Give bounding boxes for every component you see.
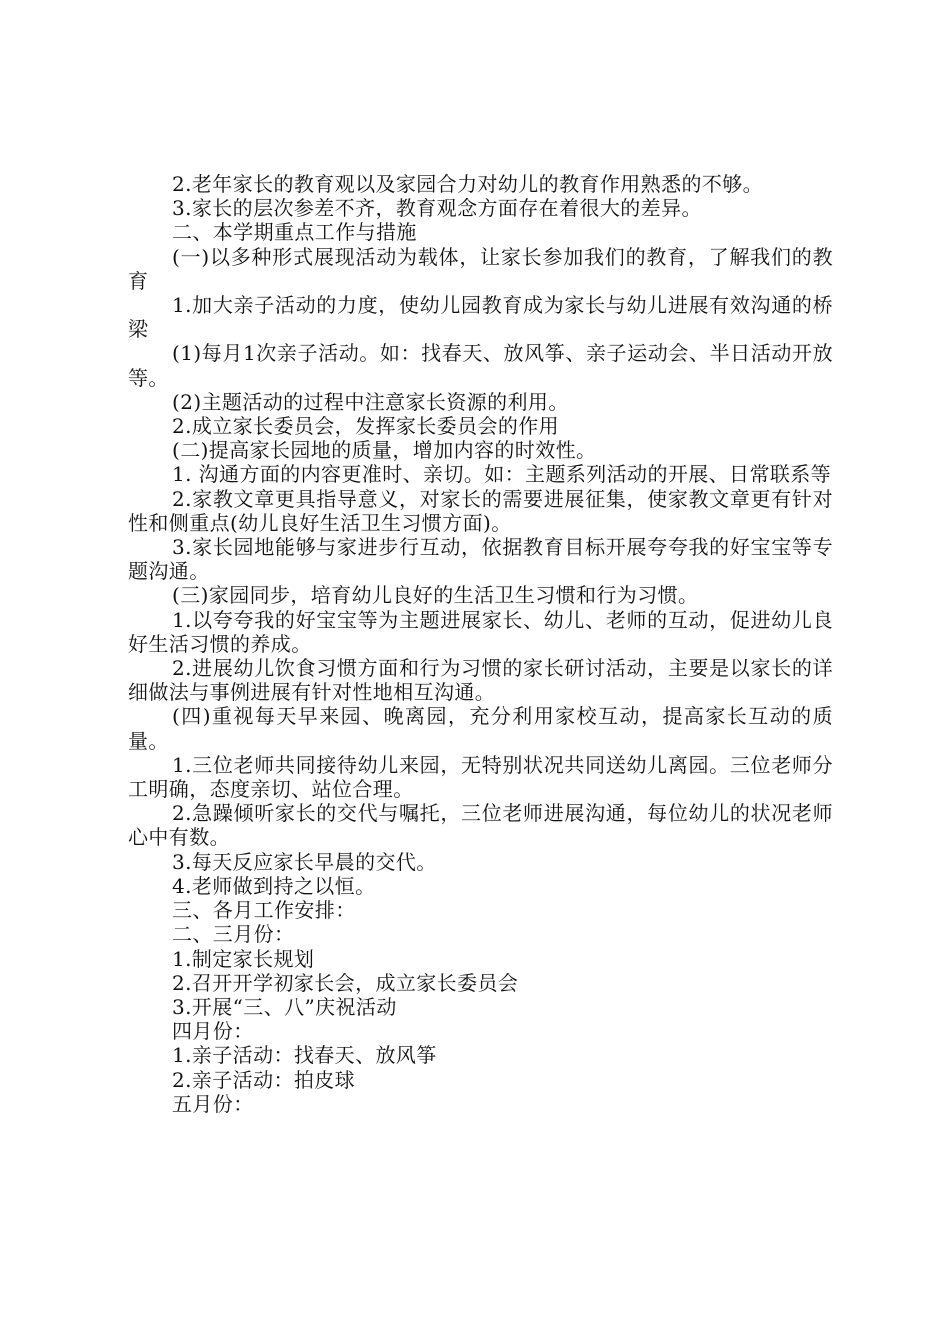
paragraph: 2.进展幼儿饮食习惯方面和行为习惯的家长研讨活动，主要是以家长的详细做法与事例进展有针对性地相互沟通。 bbox=[128, 656, 833, 705]
section-heading: 三、各月工作安排： bbox=[172, 898, 356, 923]
paragraph: 2.成立家长委员会，发挥家长委员会的作用 bbox=[172, 414, 560, 439]
paragraph: 1.以夸夸我的好宝宝等为主题进展家长、幼儿、老师的互动，促进幼儿良好生活习惯的养成。 bbox=[128, 607, 833, 656]
month-heading: 四月份： bbox=[172, 1019, 254, 1044]
paragraph: 2.老年家长的教育观以及家园合力对幼儿的教育作用熟悉的不够。 bbox=[172, 172, 764, 196]
paragraph: 3.每天反应家长早晨的交代。 bbox=[172, 849, 437, 874]
paragraph: 4.老师做到持之以恒。 bbox=[172, 873, 376, 898]
list-item: 2.召开开学初家长会，成立家长委员会 bbox=[172, 970, 519, 995]
list-item: 1.制定家长规划 bbox=[172, 946, 315, 971]
document-body bbox=[128, 172, 833, 1116]
list-item: 1.亲子活动：找春天、放风筝 bbox=[172, 1043, 437, 1068]
paragraph: 2.急躁倾听家长的交代与嘱托，三位老师进展沟通，每位幼儿的状况老师心中有数。 bbox=[128, 801, 833, 850]
month-heading: 五月份： bbox=[172, 1091, 254, 1116]
paragraph: 3.家长的层次参差不齐，教育观念方面存在着很大的差异。 bbox=[172, 196, 702, 221]
paragraph: 1. 沟通方面的内容更准时、亲切。如：主题系列活动的开展、日常联系等 bbox=[172, 462, 832, 487]
subsection-heading: (四)重视每天早来园、晚离园，充分利用家校互动，提高家长互动的质量。 bbox=[128, 704, 833, 753]
subsection-heading: (一)以多种形式展现活动为载体，让家长参加我们的教育，了解我们的教育 bbox=[128, 244, 833, 293]
paragraph: (1)每月1次亲子活动。如：找春天、放风筝、亲子运动会、半日活动开放等。 bbox=[128, 341, 833, 390]
month-heading: 二、三月份： bbox=[172, 922, 295, 947]
subsection-heading: (二)提高家长园地的质量，增加内容的时效性。 bbox=[172, 438, 597, 463]
paragraph: 1.加大亲子活动的力度，使幼儿园教育成为家长与幼儿进展有效沟通的桥梁 bbox=[128, 293, 833, 342]
paragraph: 2.家教文章更具指导意义，对家长的需要进展征集，使家教文章更有针对性和侧重点(幼儿良好生活卫生习惯方面)。 bbox=[128, 486, 833, 535]
list-item: 3.开展“三、八”庆祝活动 bbox=[172, 994, 397, 1019]
list-item: 2.亲子活动：拍皮球 bbox=[172, 1067, 356, 1092]
section-heading: 二、本学期重点工作与措施 bbox=[172, 220, 417, 245]
paragraph: 1.三位老师共同接待幼儿来园，无特别状况共同送幼儿离园。三位老师分工明确，态度亲切、站位合理。 bbox=[128, 752, 833, 802]
paragraph: (2)主题活动的过程中注意家长资源的利用。 bbox=[172, 389, 569, 414]
paragraph: 3.家长园地能够与家进步行互动，依据教育目标开展夸夸我的好宝宝等专题沟通。 bbox=[128, 535, 833, 584]
subsection-heading: (三)家园同步，培育幼儿良好的生活卫生习惯和行为习惯。 bbox=[172, 583, 699, 608]
